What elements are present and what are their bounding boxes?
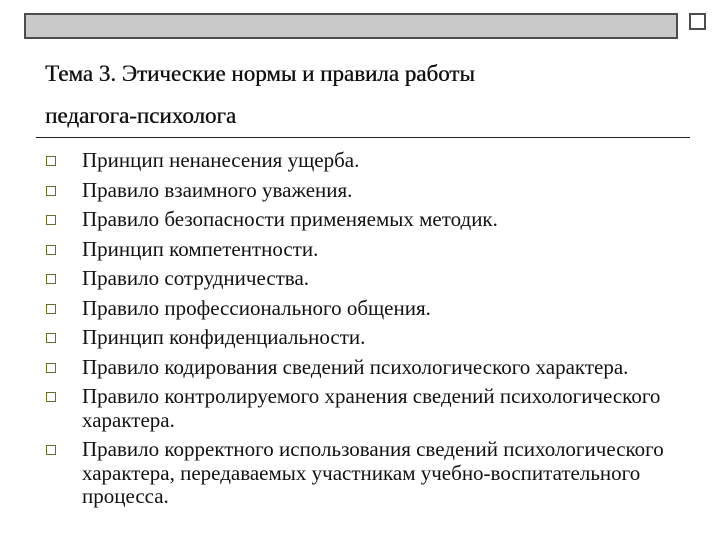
hollow-square-icon — [46, 215, 56, 225]
list-item-text: Принцип компетентности. — [82, 236, 319, 261]
list-item-text: Правило кодирования сведений психологического характера. — [82, 354, 629, 379]
hollow-square-icon — [46, 363, 56, 373]
bullet-list — [46, 149, 696, 515]
hollow-square-icon — [46, 333, 56, 343]
hollow-square-icon — [46, 392, 56, 402]
list-item — [46, 385, 696, 432]
list-item — [46, 238, 696, 262]
title-divider — [36, 137, 690, 138]
hollow-square-icon — [46, 274, 56, 284]
hollow-square-icon — [46, 245, 56, 255]
list-item — [46, 356, 696, 380]
list-item — [46, 438, 696, 509]
list-item — [46, 267, 696, 291]
list-item — [46, 149, 696, 173]
list-item — [46, 297, 696, 321]
list-item-text: Принцип конфиденциальности. — [82, 325, 366, 349]
slide-title-line-1: Тема 3. Этические нормы и правила работы — [45, 61, 475, 86]
list-item-text: Правило корректного использования сведений психологического характера, передаваемых участникам учебно-воспитательного процесса. — [82, 437, 664, 508]
list-item-text: Правило сотрудничества. — [82, 266, 310, 290]
list-item-text: Принцип ненанесения ущерба. — [82, 148, 360, 172]
hollow-square-icon — [46, 445, 56, 455]
decorative-corner-square — [689, 13, 706, 30]
slide-title-line-2: педагога-психолога — [45, 103, 237, 128]
list-item-text: Правило безопасности применяемых методик. — [82, 207, 498, 231]
slide-title — [45, 53, 685, 137]
list-item-text: Правило профессионального общения. — [82, 295, 431, 320]
list-item — [46, 179, 696, 203]
hollow-square-icon — [46, 156, 56, 166]
list-item-text: Правило контролируемого хранения сведений психологического характера. — [82, 384, 661, 432]
hollow-square-icon — [46, 304, 56, 314]
list-item-text: Правило взаимного уважения. — [82, 177, 353, 202]
hollow-square-icon — [46, 186, 56, 196]
list-item — [46, 326, 696, 350]
list-item — [46, 208, 696, 232]
decorative-top-bar — [24, 13, 678, 39]
